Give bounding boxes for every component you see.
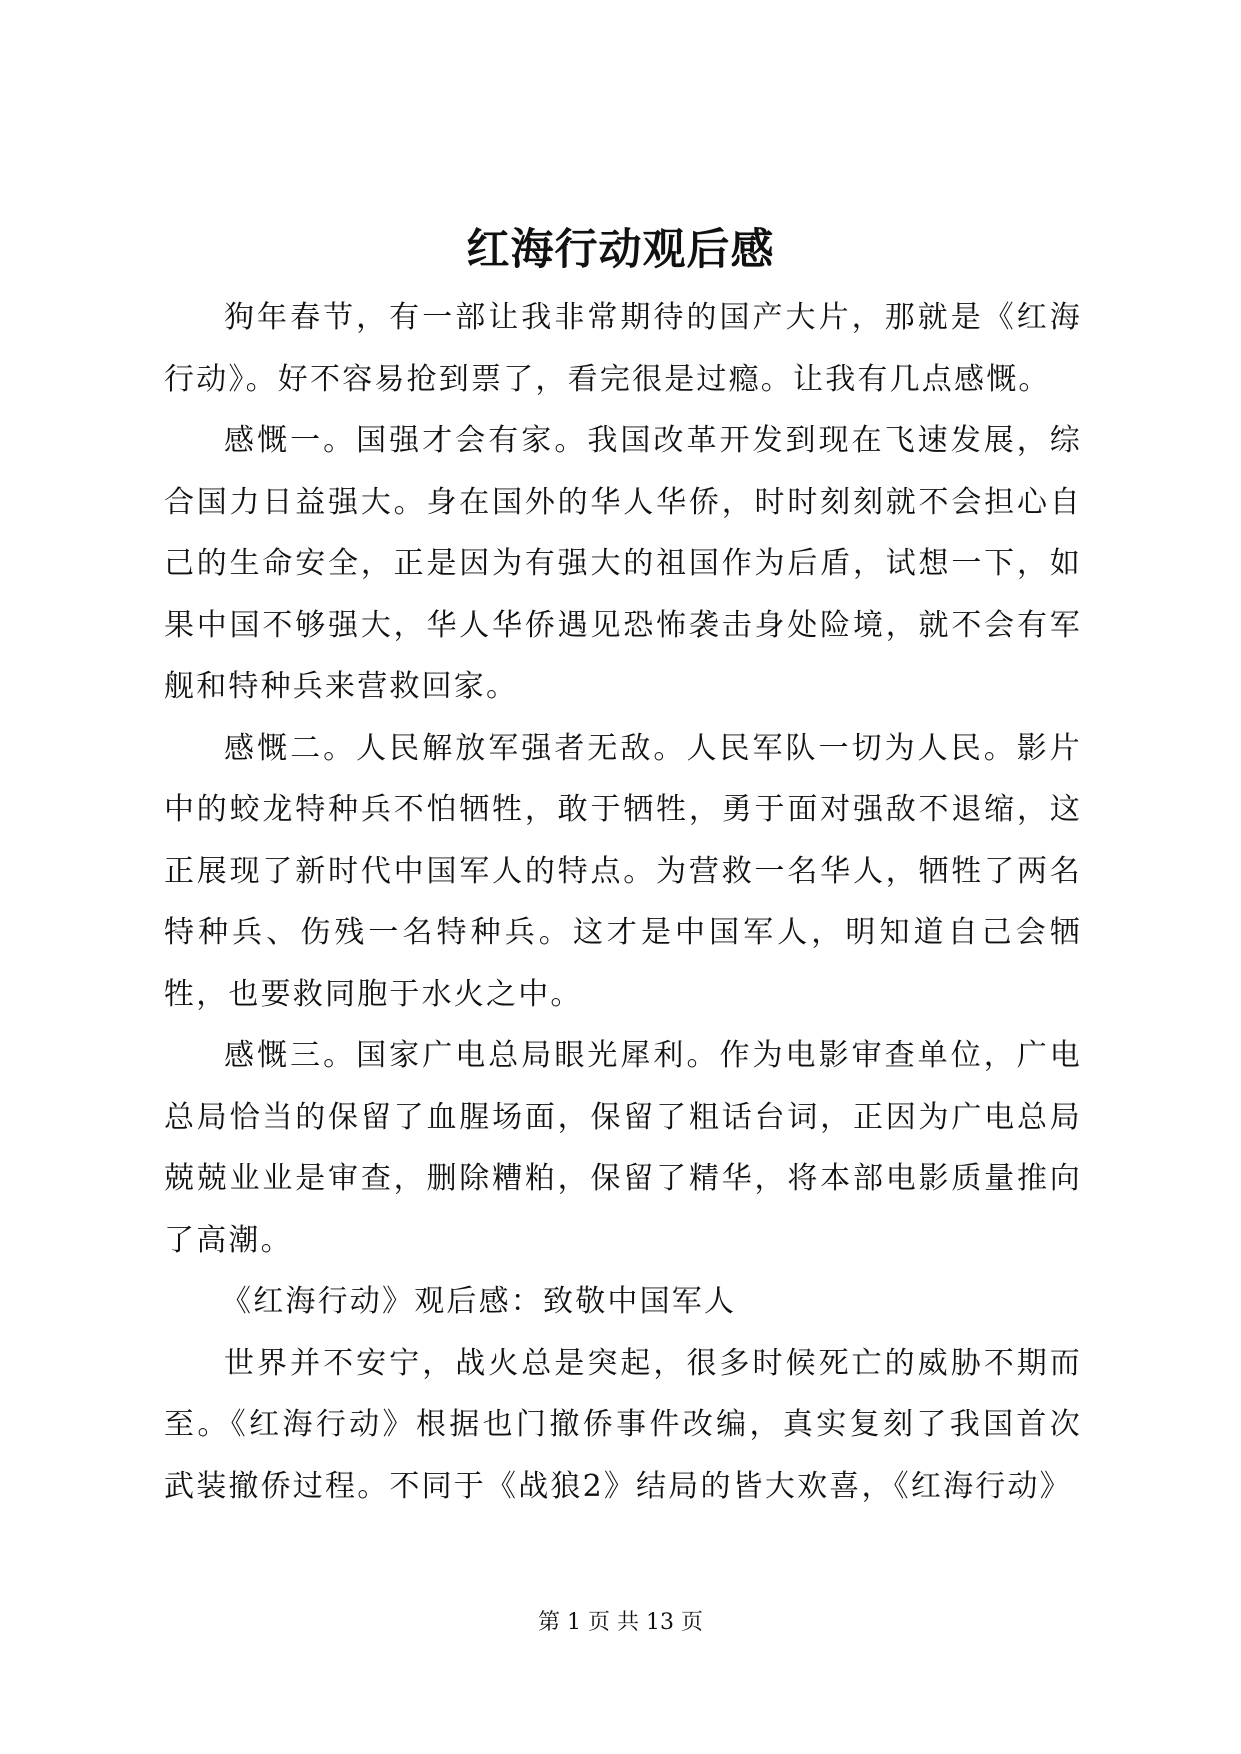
document-body [164, 287, 1082, 1517]
document-title: 红海行动观后感 [466, 225, 775, 275]
paragraph-reflection-two: 感慨二。人民解放军强者无敌。人民军队一切为人民。影片中的蛟龙特种兵不怕牺牲，敢于牺牲，勇于面对强敌不退缩，这正展现了新时代中国军人的特点。为营救一名华人，牺牲了两名特种兵、伤残一名特种兵。这才是中国军人，明知道自己会牺牲，也要救同胞于水火之中。 [164, 730, 1082, 1012]
paragraph-reflection-three: 感慨三。国家广电总局眼光犀利。作为电影审查单位，广电总局恰当的保留了血腥场面，保留了粗话台词，正因为广电总局兢兢业业是审查，删除糟粕，保留了精华，将本部电影质量推向了高潮。 [164, 1038, 1082, 1258]
page-footer: 第 1 页 共 13 页 [538, 1610, 703, 1635]
section-subheading: 《红海行动》观后感：致敬中国军人 [221, 1284, 737, 1319]
paragraph-intro: 狗年春节，有一部让我非常期待的国产大片，那就是《红海行动》。好不容易抢到票了，看完很是过瘾。让我有几点感慨。 [164, 300, 1082, 397]
paragraph-reflection-one: 感慨一。国强才会有家。我国改革开发到现在飞速发展，综合国力日益强大。身在国外的华人华侨，时时刻刻就不会担心自己的生命安全，正是因为有强大的祖国作为后盾，试想一下，如果中国不够强大，华人华侨遇见恐怖袭击身处险境，就不会有军舰和特种兵来营救回家。 [164, 423, 1082, 704]
paragraph-section-body: 世界并不安宁，战火总是突起，很多时候死亡的威胁不期而至。《红海行动》根据也门撤侨事件改编，真实复刻了我国首次武装撤侨过程。不同于《战狼2》结局的皆大欢喜，《红海行动》 [164, 1345, 1082, 1504]
